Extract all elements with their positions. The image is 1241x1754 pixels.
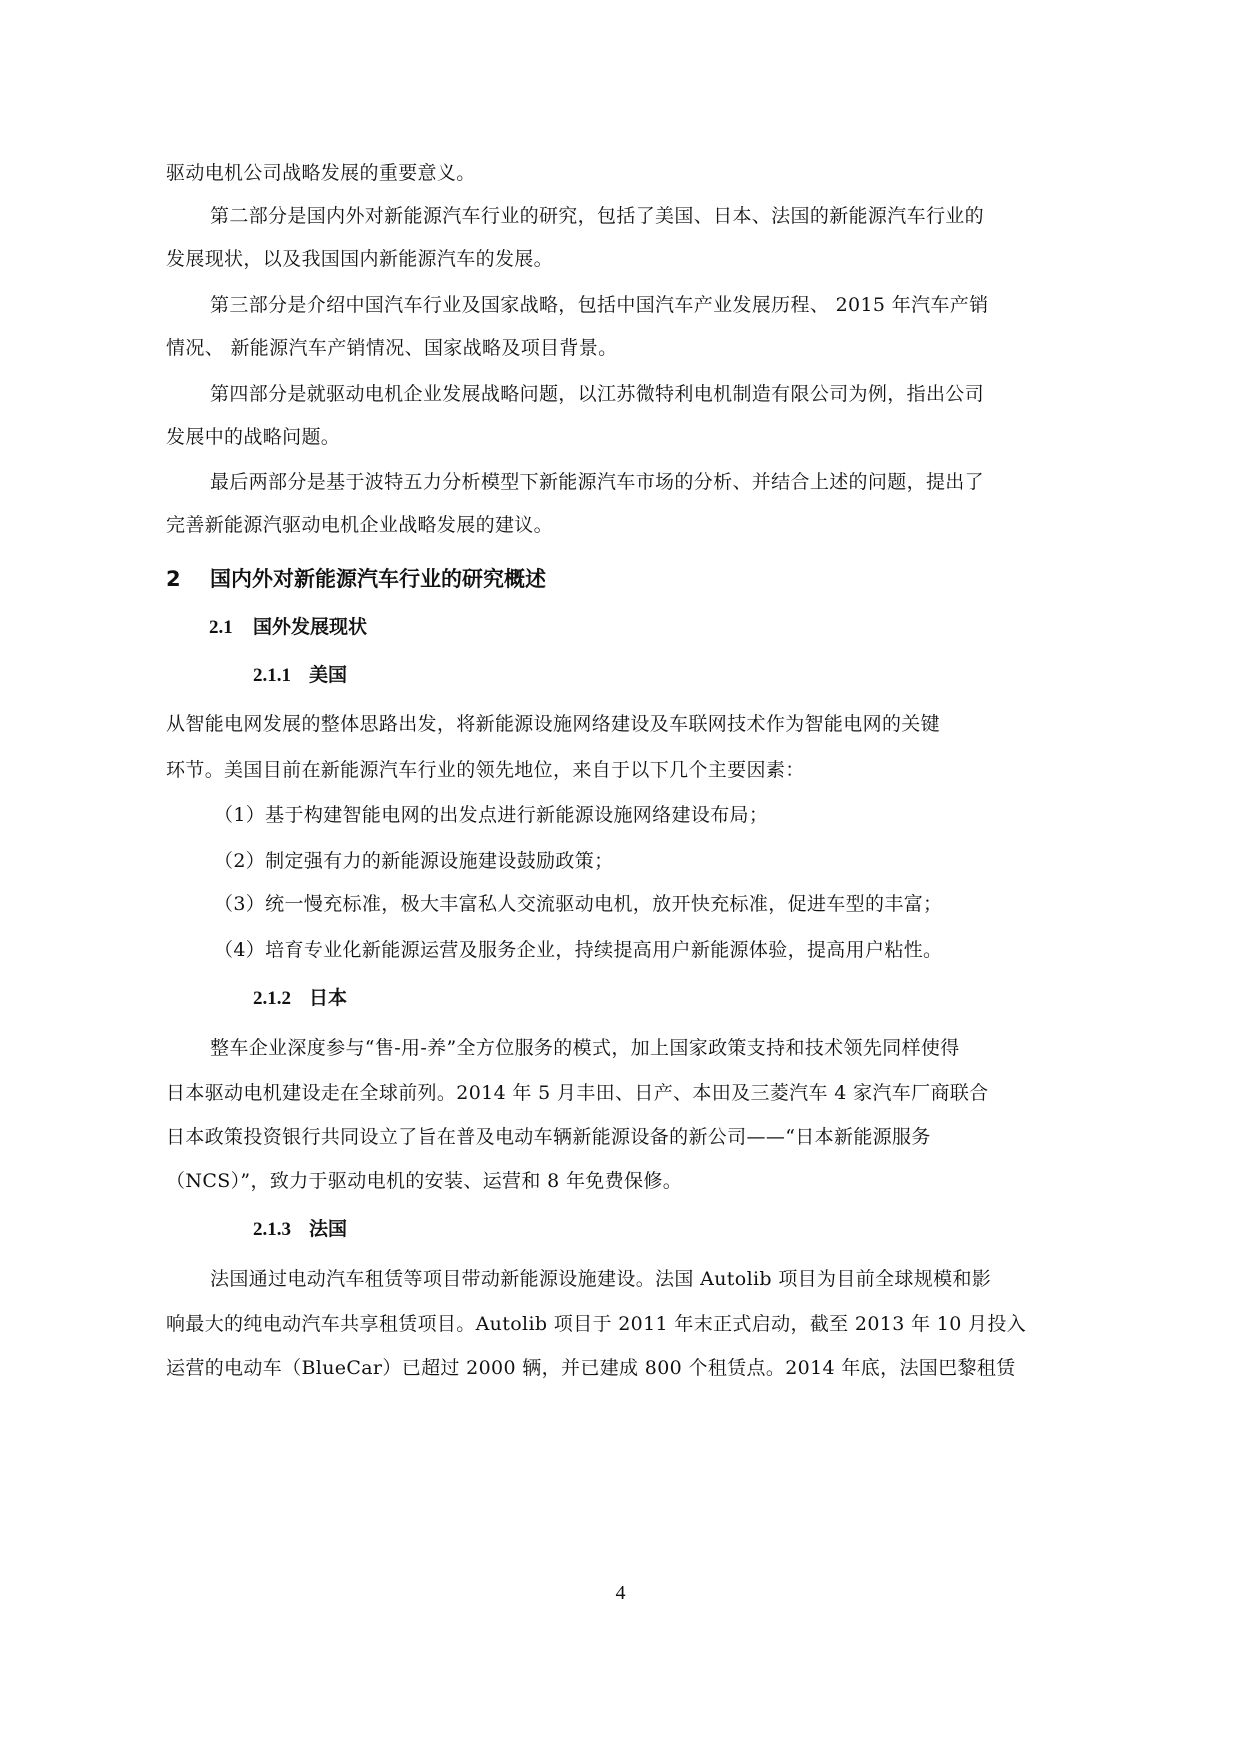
section-2-title: 国内外对新能源汽车行业的研究概述: [210, 567, 546, 591]
japan-paragraph-line-4: （NCS）”，致力于驱动电机的安装、运营和 8 年免费保修。: [166, 1170, 683, 1192]
france-paragraph-line-2: 响最大的纯电动汽车共享租赁项目。Autolib 项目于 2011 年末正式启动，截至 2013 年 10 月投入: [166, 1313, 1027, 1335]
section-2-1-3-title: 法国: [309, 1218, 348, 1240]
japan-paragraph-line-3: 日本政策投资银行共同设立了旨在普及电动车辆新能源设备的新公司——“日本新能源服务: [166, 1126, 931, 1148]
section-2-number: 2: [166, 567, 181, 591]
intro-line-2: 第二部分是国内外对新能源汽车行业的研究，包括了美国、日本、法国的新能源汽车行业的: [210, 205, 985, 227]
japan-paragraph-line-1: 整车企业深度参与“售-用-养”全方位服务的模式，加上国家政策支持和技术领先同样使得: [210, 1037, 960, 1059]
intro-line-5: 情况、 新能源汽车产销情况、国家战略及项目背景。: [166, 337, 618, 359]
page-number: 4: [615, 1582, 626, 1604]
france-paragraph-line-1: 法国通过电动汽车租赁等项目带动新能源设施建设。法国 Autolib 项目为目前全球规模和影: [210, 1268, 992, 1290]
intro-line-1: 驱动电机公司战略发展的重要意义。: [166, 162, 476, 184]
intro-line-7: 发展中的战略问题。: [166, 426, 341, 448]
section-2-1-3-heading: [253, 1216, 347, 1243]
usa-list-item-4: （4）培育专业化新能源运营及服务企业，持续提高用户新能源体验，提高用户粘性。: [214, 939, 943, 961]
section-2-1-3-number: 2.1.3: [253, 1219, 291, 1240]
usa-paragraph-line-1: 从智能电网发展的整体思路出发，将新能源设施网络建设及车联网技术作为智能电网的关键: [166, 713, 941, 735]
section-2-1-1-number: 2.1.1: [253, 665, 291, 686]
usa-list-item-1: （1）基于构建智能电网的出发点进行新能源设施网络建设布局；: [214, 804, 769, 826]
section-2-1-heading: [209, 614, 367, 641]
section-2-1-2-number: 2.1.2: [253, 988, 291, 1009]
section-2-1-2-title: 日本: [309, 987, 348, 1009]
section-2-1-2-heading: [253, 985, 347, 1012]
section-2-1-1-heading: [253, 662, 347, 689]
intro-line-6: 第四部分是就驱动电机企业发展战略问题，以江苏微特利电机制造有限公司为例，指出公司: [210, 383, 985, 405]
usa-paragraph-line-2: 环节。美国目前在新能源汽车行业的领先地位，来自于以下几个主要因素：: [166, 759, 805, 781]
usa-list-item-2: （2）制定强有力的新能源设施建设鼓励政策；: [214, 850, 614, 872]
section-2-heading: [166, 565, 546, 593]
section-2-1-number: 2.1: [209, 617, 233, 638]
usa-list-item-3: （3）统一慢充标准，极大丰富私人交流驱动电机，放开快充标准，促进车型的丰富；: [214, 893, 943, 915]
intro-line-9: 完善新能源汽驱动电机企业战略发展的建议。: [166, 514, 554, 536]
intro-line-3: 发展现状，以及我国国内新能源汽车的发展。: [166, 248, 554, 270]
section-2-1-1-title: 美国: [309, 664, 348, 686]
japan-paragraph-line-2: 日本驱动电机建设走在全球前列。2014 年 5 月丰田、日产、本田及三菱汽车 4 家汽车厂商联合: [166, 1082, 989, 1104]
france-paragraph-line-3: 运营的电动车（BlueCar）已超过 2000 辆，并已建成 800 个租赁点。2014 年底，法国巴黎租赁: [166, 1357, 1016, 1379]
intro-line-8: 最后两部分是基于波特五力分析模型下新能源汽车市场的分析、并结合上述的问题，提出了: [210, 471, 985, 493]
intro-line-4: 第三部分是介绍中国汽车行业及国家战略，包括中国汽车产业发展历程、 2015 年汽车产销: [210, 294, 989, 316]
section-2-1-title: 国外发展现状: [253, 616, 368, 638]
